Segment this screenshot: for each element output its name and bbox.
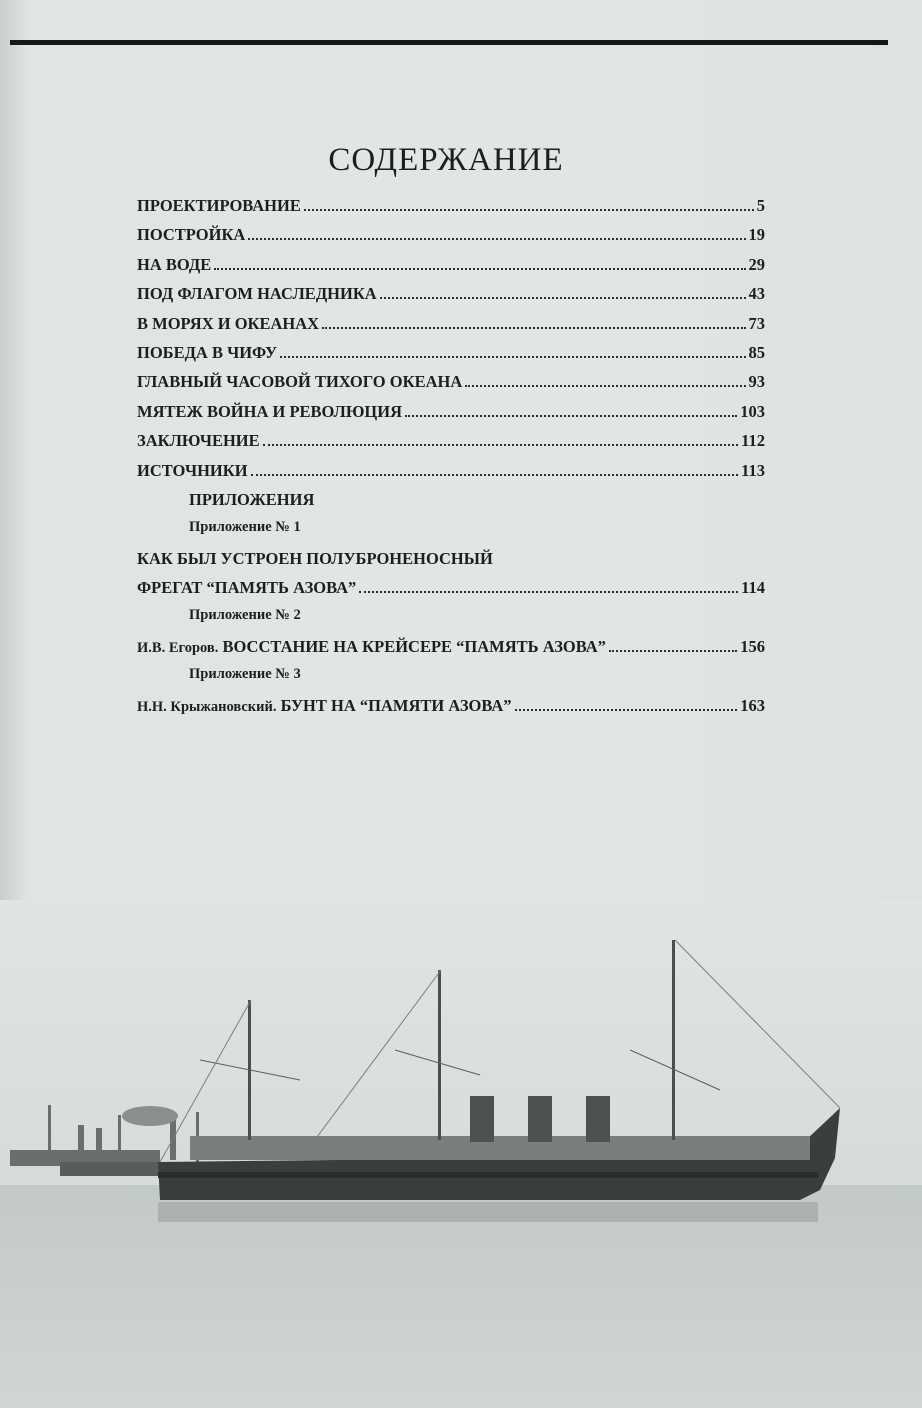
toc-label: НА ВОДЕ [137,254,212,274]
leader-dots [515,699,738,711]
toc-page: 113 [741,460,765,480]
toc-page: 93 [748,372,765,392]
appendix-heading: ПРИЛОЖЕНИЯ [189,489,315,509]
toc-label: ПОСТРОЙКА [137,225,246,245]
water-reflection [158,1202,818,1222]
leader-dots [465,375,745,387]
toc-row[interactable] [137,431,765,460]
toc-row[interactable] [137,402,765,431]
leader-dots [280,346,745,358]
toc-page: 29 [748,254,765,274]
leader-dots [263,434,739,446]
toc-label: ФРЕГАТ “ПАМЯТЬ АЗОВА” [137,578,357,598]
page-title: СОДЕРЖАНИЕ [328,142,564,178]
toc-page: 85 [748,342,765,362]
toc-row-appendix-3[interactable] [137,696,765,725]
top-rule [10,40,888,45]
toc-row[interactable] [137,314,765,343]
appendix-3-label: Приложение № 3 [189,666,301,683]
toc-label: ПРОЕКТИРОВАНИЕ [137,196,301,215]
toc-row[interactable] [137,255,765,284]
table-of-contents [137,196,765,725]
toc-page: 114 [741,578,765,598]
cruiser-photo [0,900,922,1408]
leader-dots [405,405,737,417]
leader-dots [322,317,745,329]
toc-label: ИСТОЧНИКИ [137,460,248,480]
toc-row-appendix-1[interactable] [137,578,765,607]
appendix-1-label: Приложение № 1 [189,519,301,536]
toc-row-appendix-2[interactable] [137,637,765,666]
toc-row[interactable] [137,225,765,254]
toc-page: 163 [740,695,765,715]
toc-label: ЗАКЛЮЧЕНИЕ [137,431,260,451]
author: Н.Н. Крыжановский. [137,698,277,715]
appendix-2-label: Приложение № 2 [189,607,301,624]
toc-row[interactable] [137,372,765,401]
toc-label: ВОССТАНИЕ НА КРЕЙСЕРЕ “ПАМЯТЬ АЗОВА” [222,636,606,656]
appendix-1-line1: КАК БЫЛ УСТРОЕН ПОЛУБРОНЕНОСНЫЙ [137,548,493,568]
toc-label: ПОБЕДА В ЧИФУ [137,342,278,362]
toc-label: БУНТ НА “ПАМЯТИ АЗОВА” [280,695,512,715]
leader-dots [359,581,738,593]
toc-label: В МОРЯХ И ОКЕАНАХ [137,313,320,333]
toc-page: 73 [748,313,765,333]
leader-dots [251,464,739,476]
toc-page: 112 [741,431,765,451]
toc-page: 103 [740,401,765,421]
leader-dots [304,199,754,211]
toc-row[interactable] [137,343,765,372]
toc-label: ПОД ФЛАГОМ НАСЛЕДНИКА [137,284,377,304]
leader-dots [609,640,737,652]
toc-page: 156 [740,636,765,656]
toc-row[interactable] [137,284,765,313]
leader-dots [214,258,745,270]
toc-page: 43 [748,284,765,304]
toc-row[interactable] [137,461,765,490]
toc-label: МЯТЕЖ ВОЙНА И РЕВОЛЮЦИЯ [137,401,403,421]
author: И.В. Егоров. [137,639,219,656]
leader-dots [248,228,745,240]
leader-dots [380,287,746,299]
toc-row[interactable] [137,196,765,225]
toc-page: 5 [756,196,765,215]
toc-page: 19 [748,225,765,245]
toc-label: ГЛАВНЫЙ ЧАСОВОЙ ТИХОГО ОКЕАНА [137,372,463,392]
